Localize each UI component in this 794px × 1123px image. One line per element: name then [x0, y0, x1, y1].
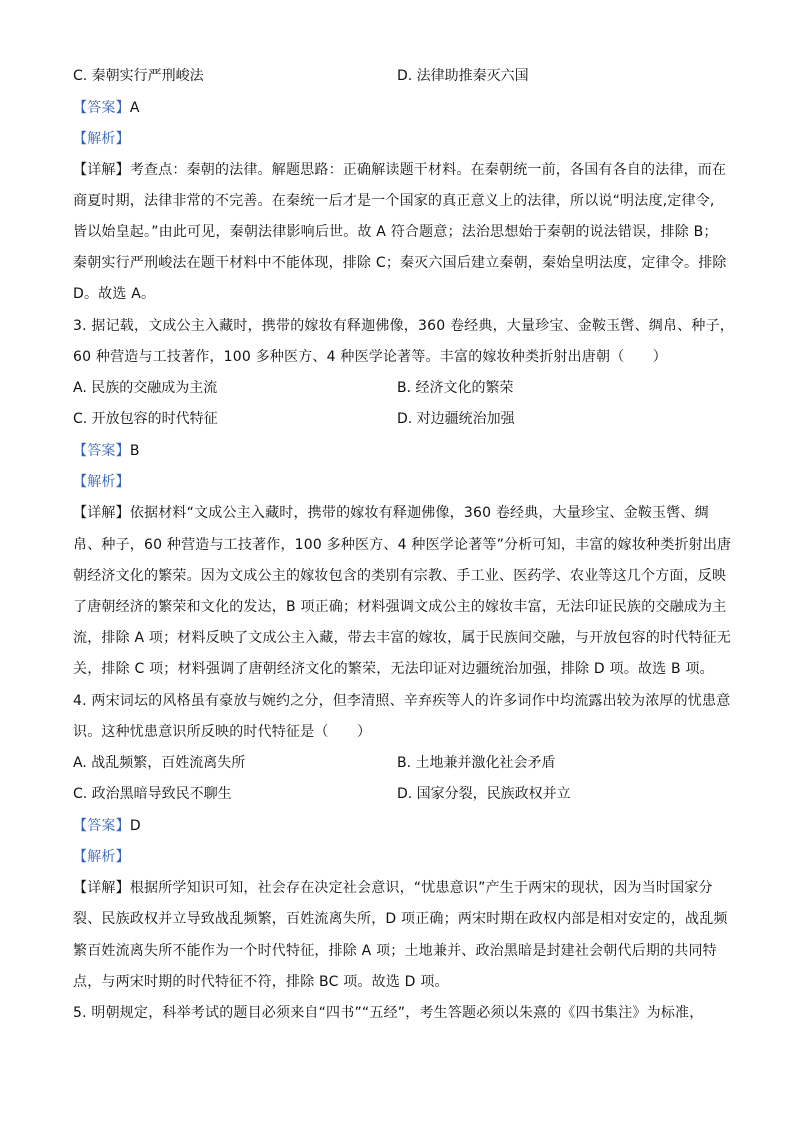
q3-detail-text: 依据材料“文成公主入藏时，携带的嫁妆有释迦佛像，360 卷经典，大量珍宝、金鞍玉辔、绸 — [129, 505, 709, 521]
q4-option-b: B. 土地兼并激化社会矛盾 — [397, 755, 556, 771]
q2-option-d: D. 法律助推秦灭六国 — [397, 68, 529, 84]
q3-detail-line-3: 朝经济文化的繁荣。因为文成公主的嫁妆包含的类别有宗教、手工业、医药学、农业等这几个方面，反映 — [73, 568, 727, 584]
q3-detail-line-6: 关，排除 C 项；材料强调了唐朝经济文化的繁荣，无法印证对边疆统治加强，排除 D 项。故选 B 项。 — [73, 661, 714, 677]
q2-answer: A — [129, 100, 140, 116]
q2-option-c: C. 秦朝实行严刑峻法 — [73, 68, 204, 84]
detail-tag: 【详解】 — [73, 505, 130, 521]
q2-detail-text: 考查点：秦朝的法律。解题思路：正确解读题干材料。在秦朝统一前，各国有各自的法律，而在 — [129, 162, 727, 178]
q3-detail-line-5: 流，排除 A 项；材料反映了文成公主入藏，带去丰富的嫁妆，属于民族间交融，与开放包容的时代特征无 — [73, 630, 732, 646]
q5-stem-line-1: 5. 明朝规定，科举考试的题目必须来自“四书”“五经”，考生答题必须以朱熹的《四书集注》为标准， — [73, 1005, 704, 1021]
q2-detail-line-3: 皆以始皇起。”由此可见，秦朝法律影响后世。故 A 符合题意；法治思想始于秦朝的说法错误，排除 B； — [73, 224, 718, 240]
q4-answer: D — [129, 818, 141, 834]
q2-answer-row — [73, 98, 140, 118]
q3-option-a: A. 民族的交融成为主流 — [73, 380, 218, 396]
q3-detail-line-2: 帛、种子，60 种营造与工技著作，100 多种医方、4 种医学论著等”分析可知，丰富的嫁妆种类折射出唐 — [73, 537, 732, 553]
answer-tag: 【答案】 — [73, 100, 130, 116]
q3-option-b: B. 经济文化的繁荣 — [397, 380, 514, 396]
q4-detail-line-4: 点，与两宋时期的时代特征不符，排除 BC 项。故选 D 项。 — [73, 974, 449, 990]
q4-option-c: C. 政治黑暗导致民不聊生 — [73, 786, 232, 802]
q3-stem-line-1: 3. 据记载，文成公主入藏时，携带的嫁妆有释迦佛像，360 卷经典，大量珍宝、金鞍玉辔、绸帛、种子， — [73, 318, 734, 334]
q2-analysis-tag: 【解析】 — [73, 131, 130, 147]
detail-tag: 【详解】 — [73, 880, 130, 896]
q2-detail-line-1 — [73, 160, 726, 180]
q2-detail-line-2: 商夏时期，法律非常的不完善。在秦统一后才是一个国家的真正意义上的法律，所以说“明法度,定律令, — [73, 193, 715, 209]
q4-analysis-tag: 【解析】 — [73, 849, 130, 865]
detail-tag: 【详解】 — [73, 162, 130, 178]
q2-detail-line-5: D。故选 A。 — [73, 286, 156, 302]
q2-detail-line-4: 秦朝实行严刑峻法在题干材料中不能体现，排除 C；秦灭六国后建立秦朝，秦始皇明法度，定律令。排除 — [73, 255, 727, 271]
q4-stem-line-1: 4. 两宋词坛的风格虽有豪放与婉约之分，但李清照、辛弃疾等人的许多词作中均流露出较为浓厚的忧患意 — [73, 693, 731, 709]
answer-tag: 【答案】 — [73, 443, 130, 459]
q3-detail-line-4: 了唐朝经济的繁荣和文化的发达，B 项正确；材料强调文成公主的嫁妆丰富，无法印证民族的交融成为主 — [73, 599, 727, 615]
q3-option-c: C. 开放包容的时代特征 — [73, 411, 218, 427]
q3-answer-row — [73, 441, 140, 461]
q4-detail-line-1 — [73, 878, 713, 898]
q3-stem-line-2: 60 种营造与工技著作，100 多种医方、4 种医学论著等。丰富的嫁妆种类折射出唐朝（ ） — [73, 349, 667, 365]
q4-option-d: D. 国家分裂，民族政权并立 — [397, 786, 571, 802]
q4-option-a: A. 战乱频繁，百姓流离失所 — [73, 755, 246, 771]
q3-analysis-tag: 【解析】 — [73, 474, 130, 490]
q4-detail-text: 根据所学知识可知，社会存在决定社会意识，“忧患意识”产生于两宋的现状，因为当时国家分 — [129, 880, 713, 896]
q4-detail-line-3: 繁百姓流离失所不能作为一个时代特征，排除 A 项；土地兼并、政治黑暗是封建社会朝代后期的共同特 — [73, 943, 717, 959]
q4-detail-line-2: 裂、民族政权并立导致战乱频繁，百姓流离失所，D 项正确；两宋时期在政权内部是相对安定的，战乱频 — [73, 911, 728, 927]
q3-option-d: D. 对边疆统治加强 — [397, 411, 515, 427]
q4-stem-line-2: 识。这种忧患意识所反映的时代特征是（ ） — [73, 724, 372, 740]
q3-answer: B — [129, 443, 140, 459]
q3-detail-line-1 — [73, 503, 709, 523]
q4-answer-row — [73, 816, 141, 836]
answer-tag: 【答案】 — [73, 818, 130, 834]
